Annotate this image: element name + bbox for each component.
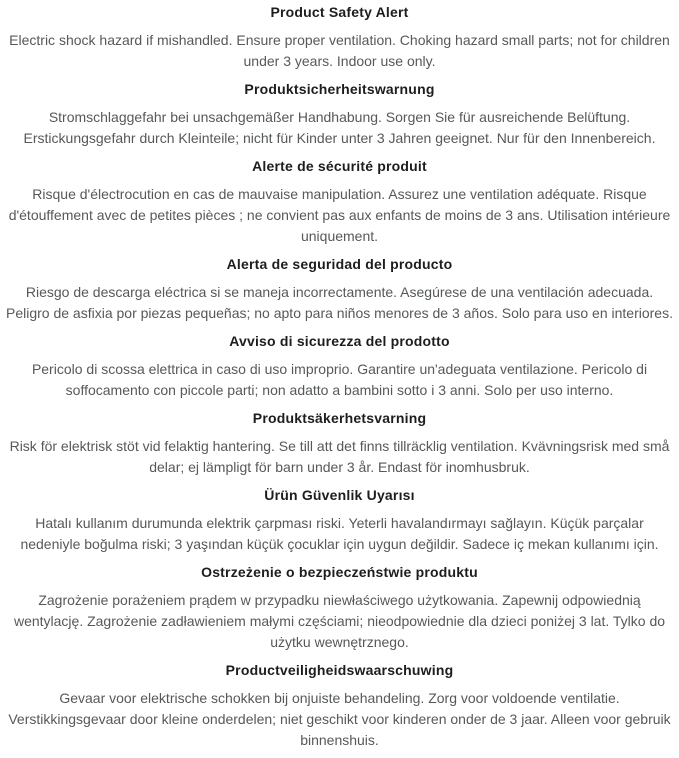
section-heading: Alerta de seguridad del producto xyxy=(226,256,453,272)
safety-section-spanish xyxy=(5,254,674,324)
section-body-text: Hatalı kullanım durumunda elektrik çarpması riski. Yeterli havalandırmayı sağlayın. Küçük parçalar nedeniyle boğulma riski; 3 yaşından küçük çocuklar için uygun değildir. Sadece iç mekan kullanımı için. xyxy=(20,515,659,552)
section-heading: Avviso di sicurezza del prodotto xyxy=(229,333,450,349)
section-body-text: Risk för elektrisk stöt vid felaktig hantering. Se till att det finns tillräcklig ventilation. Kvävningsrisk med små delar; ej lämpligt för barn under 3 år. Endast för inomhusbruk. xyxy=(9,438,670,475)
section-heading: Product Safety Alert xyxy=(270,4,409,20)
section-body-text: Pericolo di scossa elettrica in caso di uso improprio. Garantire un'adeguata ventilazione. Pericolo di soffocamento con piccole parti; non adatto a bambini sotto i 3 anni. Solo per uso interno. xyxy=(31,361,648,398)
section-heading: Produktsicherheitswarnung xyxy=(244,81,435,97)
safety-section-swedish xyxy=(5,408,674,478)
safety-section-french xyxy=(5,156,674,247)
safety-section-turkish xyxy=(5,485,674,555)
safety-section-dutch xyxy=(5,660,674,751)
section-heading: Productveiligheidswaarschuwing xyxy=(225,662,454,678)
section-body-text: Stromschlaggefahr bei unsachgemäßer Handhabung. Sorgen Sie für ausreichende Belüftung. Erstickungsgefahr durch Kleinteile; nicht für Kinder unter 3 Jahren geeignet. Nur für den Innenbereich. xyxy=(23,109,656,146)
section-heading: Ürün Güvenlik Uyarısı xyxy=(264,487,415,503)
safety-section-italian xyxy=(5,331,674,401)
safety-section-polish xyxy=(5,562,674,653)
section-body-text: Riesgo de descarga eléctrica si se maneja incorrectamente. Asegúrese de una ventilación adecuada. Peligro de asfixia por piezas pequeñas; no apto para niños menores de 3 años. Solo para uso en interiores. xyxy=(6,284,673,321)
section-body-text: Gevaar voor elektrische schokken bij onjuiste behandeling. Zorg voor voldoende ventilatie. Verstikkingsgevaar door kleine onderdelen; niet geschikt voor kinderen onder de 3 jaar. Alleen voor gebruik binnenshuis. xyxy=(8,690,671,748)
section-heading: Produktsäkerhetsvarning xyxy=(252,410,427,426)
section-heading: Ostrzeżenie o bezpieczeństwie produktu xyxy=(201,564,478,580)
section-body-text: Zagrożenie porażeniem prądem w przypadku niewłaściwego użytkowania. Zapewnij odpowiednią wentylację. Zagrożenie zadławieniem małymi częściami; nieodpowiednie dla dzieci poniżej 3 lat. Tylko do użytku wewnętrznego. xyxy=(13,592,666,650)
section-heading: Alerte de sécurité produit xyxy=(252,158,427,174)
section-body-text: Electric shock hazard if mishandled. Ensure proper ventilation. Choking hazard small parts; not for children under 3 years. Indoor use only. xyxy=(9,32,670,69)
safety-section-german xyxy=(5,79,674,149)
section-body-text: Risque d'électrocution en cas de mauvaise manipulation. Assurez une ventilation adéquate. Risque d'étouffement avec de petites pièces ; ne convient pas aux enfants de moins de 3 ans. Utilisation intérieure uniquement. xyxy=(8,186,671,244)
safety-section-english xyxy=(5,2,674,72)
